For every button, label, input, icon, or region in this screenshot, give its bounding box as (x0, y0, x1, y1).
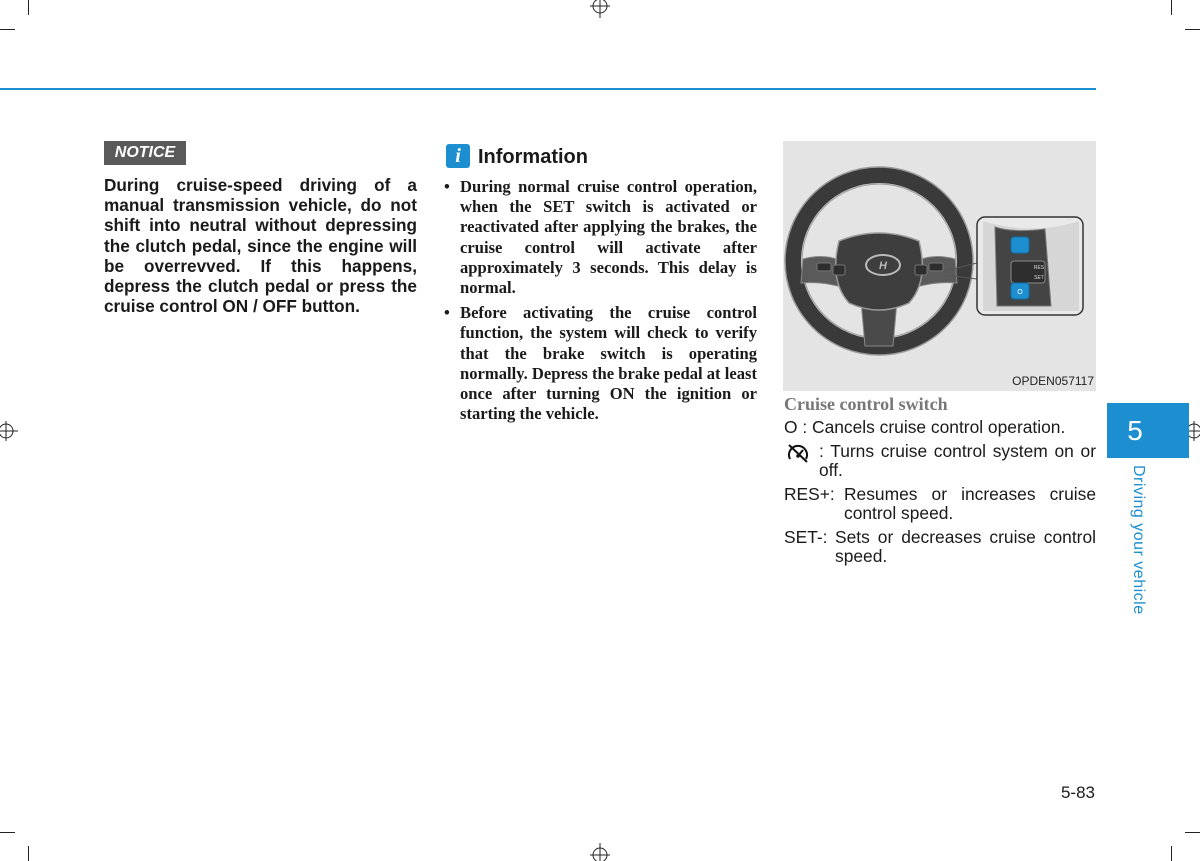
notice-text: During cruise-speed driving of a manual transmission vehicle, do not shift into neutral without depressing the clutch pedal, since the engine will be overrevved. If this happens, depress the clutch pedal or press the cruise control ON / OFF button. (104, 175, 417, 317)
cancel-glyph: O (1017, 289, 1023, 296)
registration-mark-top (588, 0, 612, 20)
cruise-control-icon (786, 442, 810, 464)
steering-wheel-illustration (783, 141, 1096, 391)
switch-legend (784, 418, 1096, 571)
chapter-label: Driving your vehicle (1130, 465, 1147, 615)
registration-mark-left (0, 418, 20, 444)
registration-mark-bottom (588, 841, 612, 861)
legend-res (784, 485, 1096, 524)
page-number: 5-83 (1060, 783, 1095, 802)
set-key: SET-: (784, 526, 828, 547)
crop-mark (0, 29, 15, 30)
chapter-number: 5 (1127, 415, 1143, 446)
steering-wheel-figure (783, 141, 1096, 391)
list-item-text: During normal cruise control operation, when the SET switch is activated or reactivated after applying the brakes, the cruise control will activate after approximately 3 seconds. This delay is normal. (460, 177, 757, 298)
figure-code: OPDEN057117 (1012, 374, 1094, 388)
bullet: • (444, 303, 450, 323)
information-title: Information (478, 146, 588, 168)
crop-mark (1171, 0, 1172, 15)
list-item (443, 303, 757, 424)
notice-badge: NOTICE (104, 141, 186, 165)
crop-mark (1185, 832, 1200, 833)
set-label: SET (1034, 275, 1044, 281)
res-label: RES (1033, 265, 1045, 271)
crop-mark (1171, 846, 1172, 861)
legend-cancel: O : Cancels cruise control operation. (784, 417, 1066, 437)
legend-cruise-toggle (784, 442, 1096, 481)
res-key: RES+: (784, 483, 835, 504)
crop-mark (1185, 29, 1200, 30)
res-text: Resumes or increases cruise control speed. (844, 483, 1096, 523)
information-icon: i (446, 144, 470, 168)
set-text: Sets or decreases cruise control speed. (835, 526, 1096, 566)
svg-text:H: H (879, 260, 887, 272)
crop-mark (28, 0, 29, 15)
bullet: • (444, 177, 450, 196)
figure-caption: Cruise control switch (784, 394, 948, 414)
crop-mark (0, 832, 15, 833)
legend-set (784, 528, 1096, 567)
crop-mark (28, 846, 29, 861)
list-item (443, 177, 757, 298)
information-list (443, 177, 757, 429)
list-item-text: Before activating the cruise control function, the system will check to verify that the brake switch is operating normally. Depress the brake pedal at least once after turning ON the ignition or starting the vehicle. (460, 303, 757, 424)
legend-cruise-toggle-text: : Turns cruise control system on or off. (819, 440, 1096, 480)
header-rule (0, 88, 1096, 90)
